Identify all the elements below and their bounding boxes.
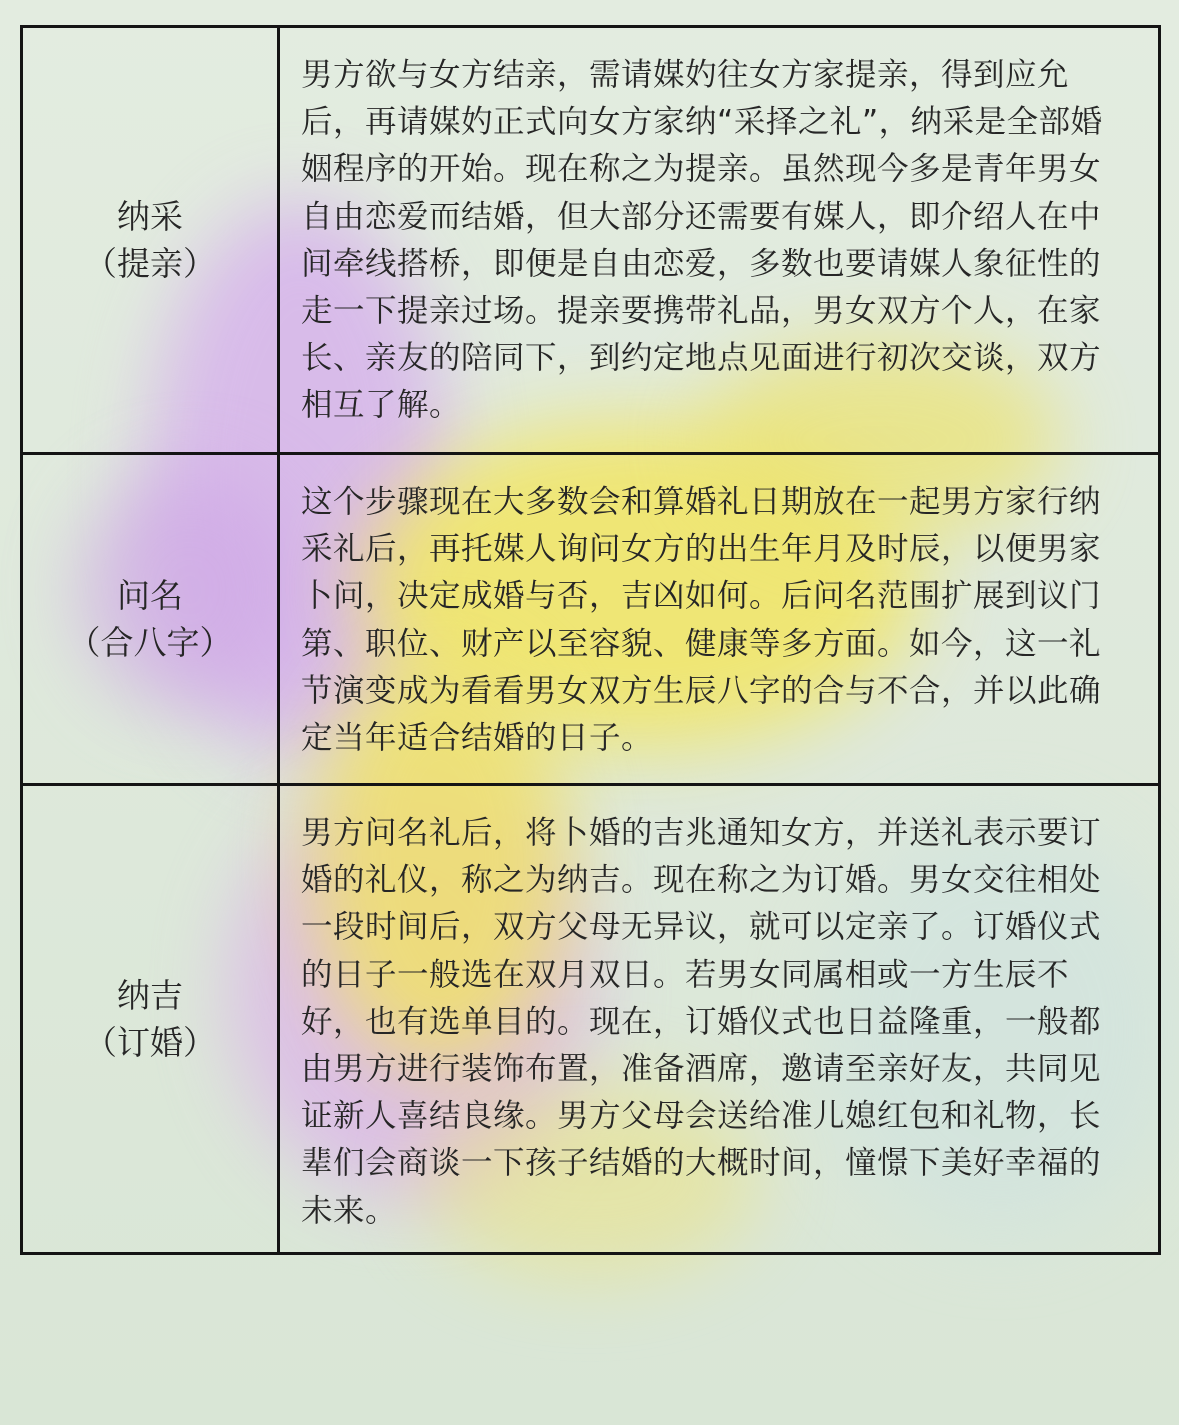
ritual-modern-name: （订婚） xyxy=(84,1023,216,1062)
table-row xyxy=(23,786,1158,1252)
ritual-description: 这个步骤现在大多数会和算婚礼日期放在一起男方家行纳采礼后，再托媒人询问女方的出生年月及时辰，以便男家卜问，决定成婚与否，吉凶如何。后问名范围扩展到议门第、职位、财产以至容貌、健康等多方面。如今，这一礼节演变成为看看男女双方生辰八字的合与不合，并以此确定当年适合结婚的日子。 xyxy=(301,484,1102,757)
ritual-name-cell xyxy=(23,786,280,1252)
ritual-description: 男方问名礼后，将卜婚的吉兆通知女方，并送礼表示要订婚的礼仪，称之为纳吉。现在称之为订婚。男女交往相处一段时间后，双方父母无异议，就可以定亲了。订婚仪式的日子一般选在双月双日。若男女同属相或一方生辰不好，也有选单目的。现在，订婚仪式也日益隆重，一般都由男方进行装饰布置，准备酒席，邀请至亲好友，共同见证新人喜结良缘。男方父母会送给准儿媳红包和礼物，长辈们会商谈一下孩子结婚的大概时间，憧憬下美好幸福的未来。 xyxy=(301,815,1102,1229)
ritual-description-cell xyxy=(280,28,1158,452)
table-row xyxy=(23,28,1158,455)
ritual-description-cell xyxy=(280,455,1158,783)
ritual-term: 问名 xyxy=(117,576,183,615)
ritual-modern-name: （提亲） xyxy=(84,244,216,283)
ritual-name-cell xyxy=(23,455,280,783)
ritual-name-cell xyxy=(23,28,280,452)
ritual-term: 纳采 xyxy=(117,197,183,236)
ritual-term: 纳吉 xyxy=(117,976,183,1015)
ritual-description-cell xyxy=(280,786,1158,1252)
wedding-customs-table xyxy=(20,25,1161,1255)
table-row xyxy=(23,455,1158,786)
ritual-modern-name: （合八字） xyxy=(67,623,233,662)
ritual-description: 男方欲与女方结亲，需请媒妁往女方家提亲，得到应允后，再请媒妁正式向女方家纳“采择之礼”，纳采是全部婚姻程序的开始。现在称之为提亲。虽然现今多是青年男女自由恋爱而结婚，但大部分还需要有媒人，即介绍人在中间牵线搭桥，即便是自由恋爱，多数也要请媒人象征性的走一下提亲过场。提亲要携带礼品，男女双方个人，在家长、亲友的陪同下，到约定地点见面进行初次交谈，双方相互了解。 xyxy=(301,57,1103,424)
